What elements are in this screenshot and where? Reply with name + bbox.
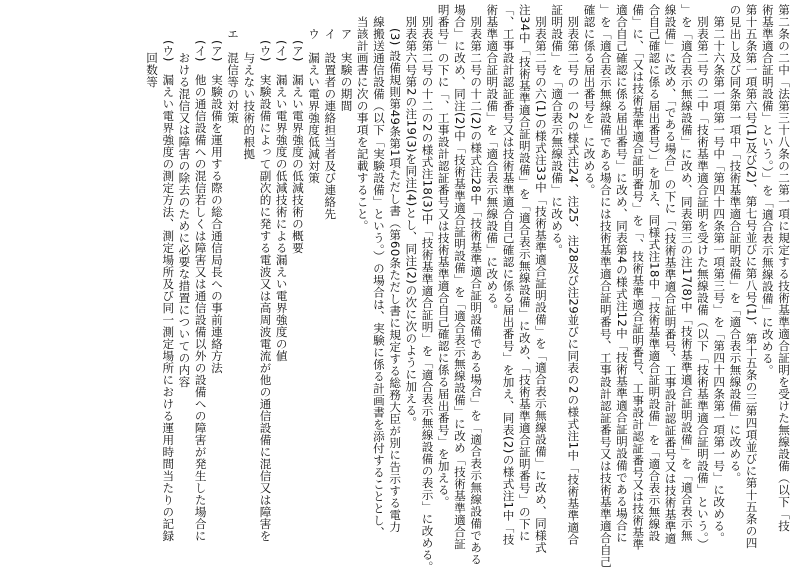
text-column: 確認に係る届出番号を」に改める。: [582, 4, 597, 196]
text-column: 別表第二号の十二(2)の様式注28中「技術基準適合証明設備である場合」を「適合表示無線設備である: [469, 16, 484, 566]
text-column: 与えない技術的根拠: [242, 52, 257, 160]
text-column: 別表第二号の二中「技術基準適合証明を受けた無線設備（以下「技術基準適合証明設備」という。）: [695, 16, 710, 551]
text-column: 別表第二号の六(1)の様式注33中「技術基準適合証明設備」を「適合表示無線設備」に改め、同様式: [533, 16, 548, 554]
text-column: 」を「適合表示無線設備である場合には技術基準適合証明番号、工事設計認証番号又は技術基準適合自己: [598, 4, 613, 568]
text-column: ウ 漏えい電界強度低減対策: [307, 28, 322, 184]
text-column: (ア) 実験設備を運用する際の総合通信局長への事前連絡方法: [209, 40, 224, 374]
text-column: 備」に、「又は技術基準適合証明番号」を「、技術基準適合証明番号、工事設計認証番号又は技術基準: [631, 4, 646, 551]
text-column: (ア) 漏えい電界強度の低減技術の概要: [290, 40, 305, 254]
text-column: おける混信又は障害の除去のために必要な措置についての内容: [177, 52, 192, 388]
text-column: 術基準適合証明設備」という。）」を「適合表示無線設備」に改める。: [760, 4, 775, 377]
text-column: 別表第二号の十二の2の様式注18(3)中「技術基準適合証明」を「適合表示無線設備の表示」に改める。: [420, 16, 435, 573]
text-column: 合自己確認に係る届出番号）」を加え、同様式注18中「技術基準適合証明設備」を「適合表示無線設: [647, 4, 662, 542]
text-column: ア 実験の期間: [339, 28, 354, 112]
text-column: 第二条の二中「法第三十八条の二第一項に規定する技術基準適合証明を受けた無線設備（以下「技: [777, 4, 791, 532]
text-column: 証明設備」を「適合表示無線設備」に改める。: [550, 4, 565, 256]
text-column: 注34中「技術基準適合証明設備」を「適合表示無線設備」に改め、「技術基準適合証明番号」の下に: [517, 4, 532, 542]
text-column: (ウ) 実験設備によって副次的に発する電波又は高周波電流が他の通信設備に混信又は障害を: [258, 40, 273, 542]
text-column: 第二十六条第一項第一号中「第四十四条第一項第三号」を「第四十四条第一項第一号」に改める。: [712, 16, 727, 544]
text-column: 適合自己確認に係る届出番号」に改め、同表第4の様式注12中「技術基準適合証明設備である場合に: [614, 4, 629, 544]
text-column: 「、工事設計認証番号又は技術基準適合自己確認に係る届出番号」を加え、同表(2)の様式注1中「技: [501, 4, 516, 546]
text-column: の見出し及び同条第一項中「技術基準適合証明設備」を「適合表示無線設備」に改める。: [728, 4, 743, 484]
text-column: 第十五条第一項第六号(1)及び(2)、第七号並びに第八号(1)、第十五条の三第四項並びに第十五条の四: [744, 4, 759, 549]
text-column: 明番号」の下に「、工事設計認証番号又は技術基準適合自己確認に係る届出番号」を加える。: [436, 4, 451, 508]
text-column: (イ) 他の通信設備への混信若しくは障害又は通信設備以外の設備への障害が発生した場合に: [193, 40, 208, 542]
text-column: 当該計画書に次の事項を記載すること。: [355, 16, 370, 232]
text-column: (イ) 漏えい電界強度の低減技術による漏えい電界強度の値: [274, 40, 289, 362]
text-column: 回数等: [145, 52, 160, 88]
text-column: 場合」に改め、同注(2)中「技術基準適合証明設備」を「適合表示無線設備」に改め「技術基準適合証: [452, 4, 467, 550]
text-column: 別表第六号第2の注19(3)を同注(4)とし、同注(2)の次に次のように加える。: [404, 16, 419, 429]
text-column: エ 混信等の対策: [226, 28, 241, 124]
text-column: 別表第二号の一の2の様式注24、注25、注28及び注29並びに同表の2の様式注1中「技術基準適合: [566, 16, 581, 546]
text-column: (3) 設備規則第49条第1項ただし書（第60条ただし書に規定する総務大臣が別に告示する電力: [388, 28, 403, 533]
text-column: 線搬送通信設備（以下「実験設備」という。）の場合は、実験に係る計画書を添付することとし、: [371, 16, 386, 539]
text-column: 術基準適合証明設備」を「適合表示無線設備」に改める。: [485, 4, 500, 316]
text-column: 」を「適合表示無線設備」に改め、同表第三の注17(8)中「技術基準適合証明設備」を「適合表示無: [679, 4, 694, 542]
text-column: イ 設置者の連絡担当者及び連絡先: [323, 28, 338, 220]
text-column: (ウ) 漏えい電界強度の測定方法、測定場所及び同一測定場所における運用時間当たりの記録: [161, 40, 176, 542]
text-column: 線設備」に改め、「である場合」の下に「（技術基準適合証明番号、工事設計認証番号又は技術基準適: [663, 4, 678, 545]
